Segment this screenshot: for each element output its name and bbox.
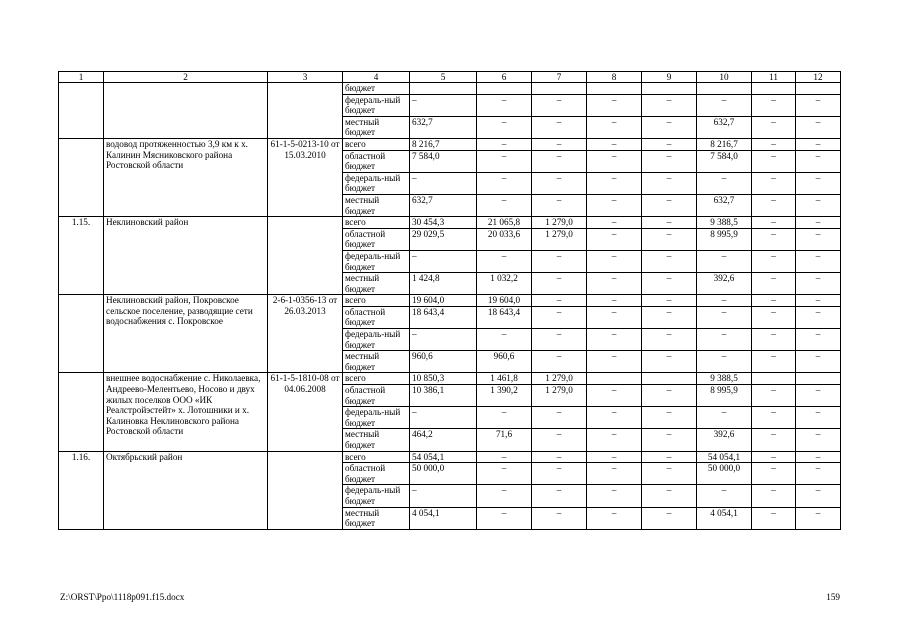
funding-source: местный бюджет: [343, 351, 410, 373]
value-cell: –: [532, 485, 587, 507]
funding-source: областной бюджет: [343, 463, 410, 485]
value-cell: –: [752, 451, 796, 463]
value-cell: –: [410, 407, 477, 429]
value-cell: –: [642, 217, 697, 229]
value-cell: –: [587, 228, 642, 250]
funding-source: местный бюджет: [343, 116, 410, 138]
item-number: [59, 373, 104, 451]
funding-source: всего: [343, 295, 410, 307]
value-cell: –: [477, 507, 532, 529]
value-cell: –: [697, 485, 752, 507]
funding-source: бюджет: [343, 83, 410, 95]
value-cell: –: [796, 329, 841, 351]
value-cell: –: [752, 138, 796, 150]
value-cell: –: [587, 507, 642, 529]
value-cell: –: [796, 273, 841, 295]
value-cell: –: [642, 463, 697, 485]
value-cell: 1 424,8: [410, 273, 477, 295]
value-cell: –: [532, 295, 587, 307]
col-header: 2: [104, 72, 268, 83]
table-row: [59, 295, 841, 307]
value-cell: 464,2: [410, 429, 477, 451]
funding-source: федераль-ный бюджет: [343, 485, 410, 507]
funding-source: областной бюджет: [343, 150, 410, 172]
value-cell: –: [752, 194, 796, 216]
value-cell: –: [532, 172, 587, 194]
funding-source: всего: [343, 373, 410, 385]
col-header: 8: [587, 72, 642, 83]
value-cell: –: [587, 463, 642, 485]
value-cell: 632,7: [697, 194, 752, 216]
value-cell: –: [587, 250, 642, 272]
value-cell: –: [796, 385, 841, 407]
value-cell: –: [587, 150, 642, 172]
table-row: [59, 373, 841, 385]
value-cell: –: [532, 429, 587, 451]
value-cell: 19 604,0: [477, 295, 532, 307]
value-cell: 50 000,0: [697, 463, 752, 485]
value-cell: [410, 83, 477, 95]
value-cell: 7 584,0: [697, 150, 752, 172]
value-cell: 54 054,1: [697, 451, 752, 463]
value-cell: 9 388,5: [697, 373, 752, 385]
value-cell: –: [587, 429, 642, 451]
table-row: [59, 217, 841, 229]
value-cell: –: [532, 273, 587, 295]
funding-source: местный бюджет: [343, 429, 410, 451]
col-header: 11: [752, 72, 796, 83]
value-cell: –: [642, 172, 697, 194]
expertise-code: [268, 83, 343, 139]
value-cell: –: [477, 485, 532, 507]
value-cell: [796, 83, 841, 95]
value-cell: –: [752, 329, 796, 351]
value-cell: –: [796, 150, 841, 172]
funding-source: всего: [343, 138, 410, 150]
value-cell: –: [752, 217, 796, 229]
value-cell: –: [587, 306, 642, 328]
value-cell: –: [796, 451, 841, 463]
value-cell: –: [752, 228, 796, 250]
value-cell: –: [796, 295, 841, 307]
value-cell: –: [752, 94, 796, 116]
value-cell: –: [752, 273, 796, 295]
value-cell: –: [796, 138, 841, 150]
value-cell: –: [587, 451, 642, 463]
value-cell: –: [532, 94, 587, 116]
item-number: [59, 295, 104, 373]
value-cell: 9 388,5: [697, 217, 752, 229]
expertise-code: 2-6-1-0356-13 от 26.03.2013: [268, 295, 343, 373]
value-cell: –: [477, 94, 532, 116]
value-cell: –: [410, 329, 477, 351]
value-cell: –: [532, 463, 587, 485]
value-cell: –: [477, 116, 532, 138]
col-header: 9: [642, 72, 697, 83]
object-name: водовод протяженностью 3,9 км к х. Калинин Мясниковского района Ростовской области: [104, 138, 268, 216]
value-cell: –: [477, 250, 532, 272]
funding-source: федераль-ный бюджет: [343, 94, 410, 116]
value-cell: –: [752, 150, 796, 172]
value-cell: 392,6: [697, 273, 752, 295]
value-cell: –: [587, 485, 642, 507]
value-cell: –: [532, 250, 587, 272]
value-cell: –: [697, 306, 752, 328]
budget-table: [58, 71, 841, 530]
value-cell: –: [410, 485, 477, 507]
expertise-code: 61-1-5-1810-08 от 04.06.2008: [268, 373, 343, 451]
funding-source: федераль-ный бюджет: [343, 407, 410, 429]
value-cell: –: [752, 172, 796, 194]
value-cell: 392,6: [697, 429, 752, 451]
value-cell: –: [587, 194, 642, 216]
value-cell: –: [796, 172, 841, 194]
value-cell: –: [642, 507, 697, 529]
value-cell: –: [752, 385, 796, 407]
value-cell: –: [752, 250, 796, 272]
value-cell: –: [587, 94, 642, 116]
value-cell: –: [642, 329, 697, 351]
value-cell: –: [796, 94, 841, 116]
value-cell: 29 029,5: [410, 228, 477, 250]
value-cell: –: [587, 138, 642, 150]
value-cell: –: [587, 273, 642, 295]
value-cell: 8 216,7: [697, 138, 752, 150]
value-cell: –: [796, 250, 841, 272]
value-cell: –: [587, 351, 642, 373]
value-cell: –: [697, 94, 752, 116]
expertise-code: 61-1-5-0213-10 от 15.03.2010: [268, 138, 343, 216]
value-cell: –: [752, 485, 796, 507]
value-cell: 8 216,7: [410, 138, 477, 150]
value-cell: 50 000,0: [410, 463, 477, 485]
value-cell: [697, 83, 752, 95]
value-cell: –: [697, 172, 752, 194]
value-cell: –: [642, 150, 697, 172]
value-cell: –: [477, 194, 532, 216]
value-cell: –: [642, 295, 697, 307]
value-cell: –: [587, 217, 642, 229]
value-cell: –: [587, 329, 642, 351]
col-header: 3: [268, 72, 343, 83]
expertise-code: [268, 451, 343, 529]
col-header: 6: [477, 72, 532, 83]
value-cell: –: [642, 250, 697, 272]
value-cell: –: [697, 250, 752, 272]
value-cell: 1 279,0: [532, 373, 587, 385]
page-number: 159: [826, 592, 840, 602]
value-cell: [477, 83, 532, 95]
value-cell: –: [642, 451, 697, 463]
value-cell: –: [410, 172, 477, 194]
value-cell: 71,6: [477, 429, 532, 451]
value-cell: 54 054,1: [410, 451, 477, 463]
value-cell: –: [752, 429, 796, 451]
item-number: 1.15.: [59, 217, 104, 295]
table-row: [59, 83, 841, 95]
value-cell: –: [796, 463, 841, 485]
funding-source: областной бюджет: [343, 228, 410, 250]
value-cell: –: [697, 351, 752, 373]
value-cell: –: [752, 407, 796, 429]
table-row: [59, 451, 841, 463]
object-name: Неклиновский район, Покровское сельское поселение, разводящие сети водоснабжения с. Покровское: [104, 295, 268, 373]
value-cell: 18 643,4: [477, 306, 532, 328]
value-cell: –: [796, 228, 841, 250]
col-header: 7: [532, 72, 587, 83]
value-cell: 4 054,1: [697, 507, 752, 529]
funding-source: областной бюджет: [343, 385, 410, 407]
value-cell: –: [796, 116, 841, 138]
value-cell: –: [642, 273, 697, 295]
value-cell: –: [477, 463, 532, 485]
value-cell: 1 279,0: [532, 217, 587, 229]
value-cell: 10 386,1: [410, 385, 477, 407]
funding-source: федераль-ный бюджет: [343, 250, 410, 272]
value-cell: –: [642, 94, 697, 116]
table-row: [59, 138, 841, 150]
value-cell: 632,7: [697, 116, 752, 138]
value-cell: –: [796, 306, 841, 328]
value-cell: –: [410, 94, 477, 116]
value-cell: 1 279,0: [532, 228, 587, 250]
value-cell: 7 584,0: [410, 150, 477, 172]
value-cell: –: [642, 138, 697, 150]
value-cell: –: [532, 116, 587, 138]
col-header: 10: [697, 72, 752, 83]
funding-source: федераль-ный бюджет: [343, 172, 410, 194]
value-cell: 1 279,0: [532, 385, 587, 407]
funding-source: всего: [343, 451, 410, 463]
value-cell: –: [796, 351, 841, 373]
object-name: внешнее водоснабжение с. Николаевка, Андреево-Мелентьево, Носово и двух жилых поселков ООО «ИК Реалстройэстейт» х. Лотошники и х. Калиновка Неклиновского района Ростовской области: [104, 373, 268, 451]
value-cell: –: [532, 507, 587, 529]
value-cell: 20 033,6: [477, 228, 532, 250]
value-cell: [752, 83, 796, 95]
value-cell: –: [477, 329, 532, 351]
value-cell: 1 032,2: [477, 273, 532, 295]
value-cell: –: [697, 407, 752, 429]
value-cell: 19 604,0: [410, 295, 477, 307]
value-cell: 1 390,2: [477, 385, 532, 407]
item-number: [59, 83, 104, 139]
value-cell: –: [532, 306, 587, 328]
value-cell: –: [796, 407, 841, 429]
funding-source: местный бюджет: [343, 507, 410, 529]
col-header: 1: [59, 72, 104, 83]
value-cell: 18 643,4: [410, 306, 477, 328]
item-number: 1.16.: [59, 451, 104, 529]
value-cell: –: [642, 351, 697, 373]
value-cell: –: [796, 429, 841, 451]
value-cell: –: [642, 194, 697, 216]
footer-file-path: Z:\ORST\Ppo\1118p091.f15.docx: [60, 592, 185, 602]
value-cell: –: [477, 407, 532, 429]
value-cell: [642, 83, 697, 95]
column-number-row: [59, 72, 841, 83]
value-cell: 8 995,9: [697, 385, 752, 407]
value-cell: –: [587, 295, 642, 307]
object-name: [104, 83, 268, 139]
value-cell: –: [642, 116, 697, 138]
value-cell: –: [697, 295, 752, 307]
value-cell: –: [796, 485, 841, 507]
value-cell: –: [532, 150, 587, 172]
value-cell: –: [532, 138, 587, 150]
value-cell: –: [587, 172, 642, 194]
funding-source: федераль-ный бюджет: [343, 329, 410, 351]
col-header: 4: [343, 72, 410, 83]
value-cell: –: [587, 385, 642, 407]
value-cell: 21 065,8: [477, 217, 532, 229]
value-cell: –: [477, 172, 532, 194]
value-cell: –: [752, 507, 796, 529]
value-cell: –: [796, 194, 841, 216]
expertise-code: [268, 217, 343, 295]
value-cell: –: [532, 194, 587, 216]
value-cell: 960,6: [410, 351, 477, 373]
value-cell: –: [642, 429, 697, 451]
object-name: Неклиновский район: [104, 217, 268, 295]
value-cell: 960,6: [477, 351, 532, 373]
value-cell: –: [532, 329, 587, 351]
funding-source: областной бюджет: [343, 306, 410, 328]
value-cell: –: [532, 407, 587, 429]
value-cell: 632,7: [410, 194, 477, 216]
value-cell: –: [642, 306, 697, 328]
value-cell: 632,7: [410, 116, 477, 138]
value-cell: –: [642, 228, 697, 250]
funding-source: всего: [343, 217, 410, 229]
object-name: Октябрьский район: [104, 451, 268, 529]
col-header: 12: [796, 72, 841, 83]
value-cell: –: [752, 463, 796, 485]
value-cell: –: [477, 138, 532, 150]
value-cell: –: [532, 351, 587, 373]
value-cell: [796, 373, 841, 385]
value-cell: –: [752, 295, 796, 307]
value-cell: –: [796, 217, 841, 229]
item-number: [59, 138, 104, 216]
value-cell: 1 461,8: [477, 373, 532, 385]
col-header: 5: [410, 72, 477, 83]
value-cell: –: [642, 385, 697, 407]
value-cell: [752, 373, 796, 385]
value-cell: –: [587, 116, 642, 138]
value-cell: –: [477, 150, 532, 172]
value-cell: 10 850,3: [410, 373, 477, 385]
value-cell: –: [752, 116, 796, 138]
value-cell: –: [752, 306, 796, 328]
value-cell: 30 454,3: [410, 217, 477, 229]
value-cell: –: [752, 351, 796, 373]
funding-source: местный бюджет: [343, 273, 410, 295]
value-cell: –: [532, 451, 587, 463]
value-cell: –: [587, 407, 642, 429]
value-cell: –: [796, 507, 841, 529]
funding-source: местный бюджет: [343, 194, 410, 216]
value-cell: –: [642, 407, 697, 429]
value-cell: [532, 83, 587, 95]
value-cell: [587, 83, 642, 95]
value-cell: –: [477, 451, 532, 463]
value-cell: 8 995,9: [697, 228, 752, 250]
value-cell: [642, 373, 697, 385]
value-cell: –: [697, 329, 752, 351]
value-cell: [587, 373, 642, 385]
value-cell: –: [642, 485, 697, 507]
value-cell: 4 054,1: [410, 507, 477, 529]
value-cell: –: [410, 250, 477, 272]
